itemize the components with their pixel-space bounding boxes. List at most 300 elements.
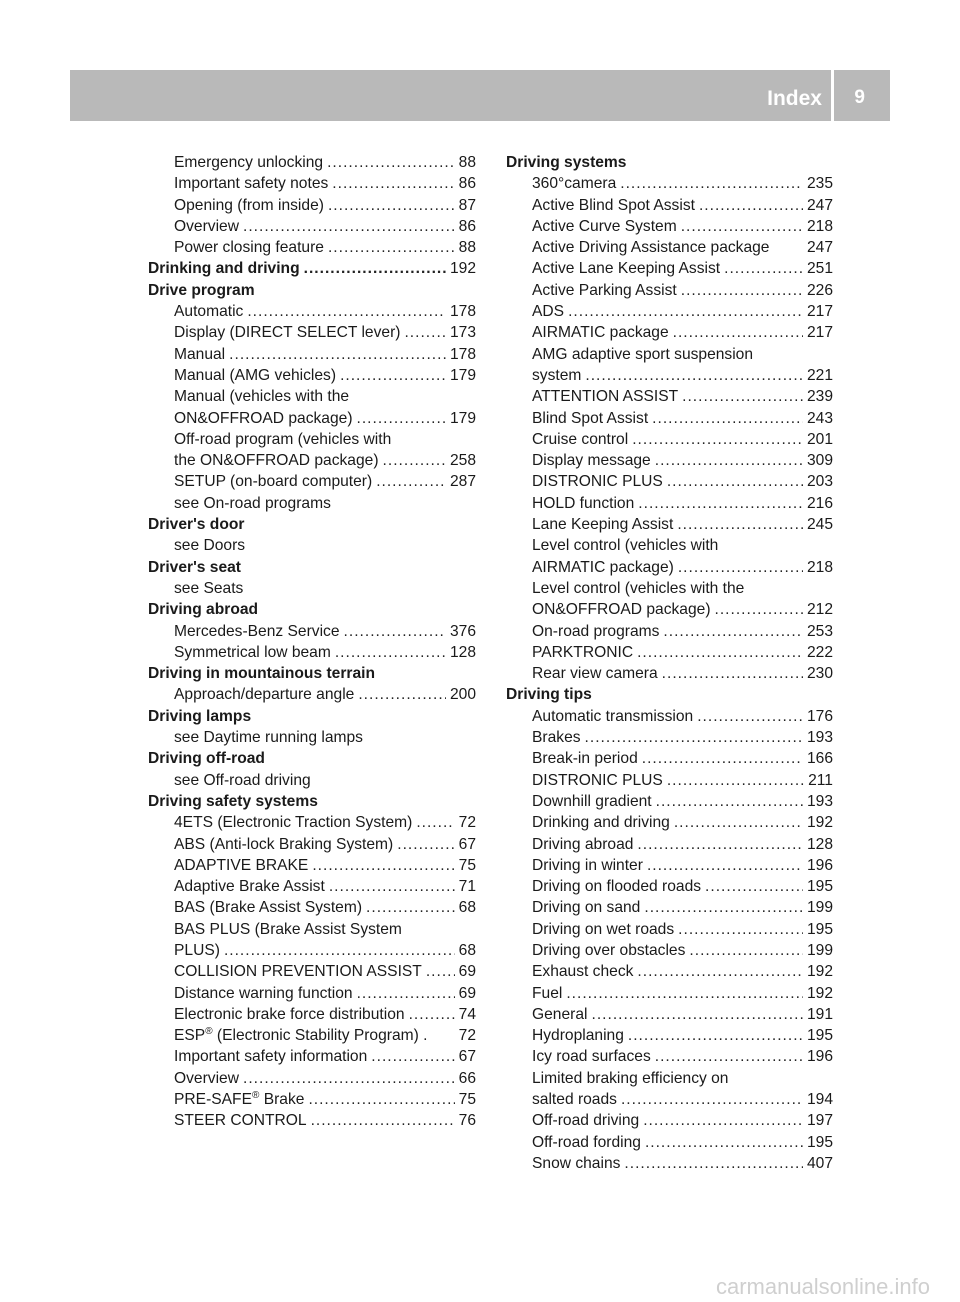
leader-dots [376,471,446,492]
leader-dots [224,940,455,961]
entry-text: Exhaust check [532,963,634,981]
leader-dots [404,322,446,343]
page-ref: 226 [806,281,833,299]
index-entry [148,408,476,429]
entry-text: Limited braking efficiency on [532,1069,729,1087]
entry-text: Driving over obstacles [532,941,686,959]
page-ref: 201 [806,430,833,448]
page-ref: 195 [806,1027,833,1045]
entry-text: Driving on sand [532,899,641,917]
index-entry [148,855,476,876]
index-entry [506,344,833,365]
page-ref: 76 [458,1112,476,1130]
page-ref: 251 [806,260,833,278]
entry-text: see On-road programs [174,494,331,512]
index-entry [148,621,476,642]
entry-text: Display (DIRECT SELECT lever) [174,324,401,342]
entry-text: Driving on wet roads [532,920,675,938]
index-entry [506,493,833,514]
leader-dots [637,642,803,663]
leader-dots [243,216,455,237]
page-ref: 74 [458,1005,476,1023]
entry-text: Cruise control [532,430,629,448]
page-ref: 86 [458,175,476,193]
entry-text: Downhill gradient [532,792,652,810]
page-ref: 195 [806,878,833,896]
index-entry [506,791,833,812]
leader-dots [678,919,803,940]
page-ref: 88 [458,239,476,257]
page-ref: 75 [458,1091,476,1109]
index-heading [148,514,476,535]
index-entry [148,876,476,897]
page-ref: 245 [806,516,833,534]
leader-dots [638,493,803,514]
entry-text: see Daytime running lamps [174,729,363,747]
index-heading [506,152,833,173]
index-entry [506,535,833,556]
page-ref: 179 [449,409,476,427]
page-ref: 211 [808,771,833,789]
index-entry [506,514,833,535]
index-entry [506,258,833,279]
page-ref: 196 [806,1048,833,1066]
leader-dots [621,1089,803,1110]
entry-text: PRE-SAFE® Brake [174,1089,305,1109]
page-ref: 203 [806,473,833,491]
section-title: Index [767,87,822,110]
entry-text: Manual [174,345,226,363]
entry-text: Automatic [174,303,244,321]
entry-text: Level control (vehicles with [532,537,719,555]
page-ref: 178 [449,303,476,321]
leader-dots [229,344,446,365]
entry-text: SETUP (on-board computer) [174,473,373,491]
leader-dots [682,386,803,407]
leader-dots [327,152,455,173]
leader-dots [674,812,803,833]
page-ref: 199 [806,941,833,959]
page-ref: 128 [449,643,476,661]
index-entry [506,727,833,748]
page-ref: 86 [458,217,476,235]
index-entry [148,493,476,514]
leader-dots [397,834,454,855]
entry-text: Hydroplaning [532,1027,624,1045]
page-ref: 179 [449,366,476,384]
index-entry [148,578,476,599]
index-entry [148,237,476,258]
index-entry [506,1068,833,1089]
leader-dots [335,642,446,663]
leader-dots [628,1025,803,1046]
entry-text: Driver's seat [148,558,241,576]
page-ref: 217 [806,324,833,342]
entry-text: Driving lamps [148,707,252,725]
leader-dots [645,1132,803,1153]
entry-text: Driving in winter [532,856,643,874]
page-ref: 67 [458,835,476,853]
page-ref: 218 [806,558,833,576]
index-entry [148,1046,476,1067]
index-entry [506,748,833,769]
entry-text: ATTENTION ASSIST [532,388,679,406]
entry-text: the ON&OFFROAD package) [174,452,379,470]
header-divider [831,70,834,121]
entry-text: Active Parking Assist [532,281,677,299]
leader-dots [655,450,803,471]
page-ref: 197 [806,1112,833,1130]
entry-text: General [532,1005,588,1023]
index-entry [506,834,833,855]
index-entry [148,897,476,918]
entry-text: Driver's door [148,516,245,534]
entry-text: Off-road driving [532,1112,640,1130]
entry-text: ON&OFFROAD package) [174,409,353,427]
index-entry [506,557,833,578]
leader-dots [426,961,455,982]
leader-dots [591,1004,802,1025]
index-entry [148,940,476,961]
page-ref: 71 [458,878,476,896]
entry-text: AIRMATIC package) [532,558,674,576]
index-entry [148,173,476,194]
leader-dots [681,216,803,237]
index-heading [148,258,476,279]
leader-dots [699,195,803,216]
page-ref: 75 [458,856,476,874]
entry-text: Active Driving Assistance package [532,239,770,257]
leader-dots [620,173,803,194]
index-entry [506,450,833,471]
entry-text: Automatic transmission [532,707,694,725]
entry-text: Active Blind Spot Assist [532,196,695,214]
index-entry [148,429,476,450]
leader-dots [667,471,803,492]
entry-text: Drive program [148,281,255,299]
leader-dots [624,1153,803,1174]
leader-dots [697,706,803,727]
index-entry [148,450,476,471]
entry-text: Important safety notes [174,175,329,193]
leader-dots [656,791,803,812]
index-entry [506,301,833,322]
page-ref: 216 [806,494,833,512]
entry-text: system [532,366,582,384]
entry-text: Break-in period [532,750,638,768]
index-entry [148,216,476,237]
leader-dots [357,983,455,1004]
index-heading [148,599,476,620]
leader-dots [678,557,803,578]
entry-text: ADS [532,303,565,321]
leader-dots [328,237,455,258]
index-entry [506,599,833,620]
index-entry [506,1110,833,1131]
index-entry [148,322,476,343]
leader-dots [681,280,803,301]
page-ref: 192 [806,814,833,832]
entry-text: Driving off-road [148,750,265,768]
index-entry [506,280,833,301]
index-entry [148,983,476,1004]
page-ref: 247 [806,239,833,257]
entry-text: BAS PLUS (Brake Assist System [174,920,402,938]
entry-text: Drinking and driving [532,814,670,832]
entry-text: Manual (AMG vehicles) [174,366,337,384]
index-heading [148,748,476,769]
index-entry [506,642,833,663]
page-ref: 230 [806,665,833,683]
index-entry [506,471,833,492]
index-entry [506,1132,833,1153]
entry-text: Blind Spot Assist [532,409,649,427]
index-entry [506,408,833,429]
entry-text: Level control (vehicles with the [532,579,745,597]
index-heading [506,684,833,705]
page-ref: 195 [806,1133,833,1151]
entry-text: Snow chains [532,1154,621,1172]
index-entry [506,386,833,407]
entry-text: Drinking and driving [148,260,300,278]
index-entry [506,897,833,918]
index-entry [148,1068,476,1089]
index-entry [148,1004,476,1025]
index-entry [148,770,476,791]
page-ref: 239 [806,388,833,406]
page-ref: 192 [806,984,833,1002]
entry-text: Active Curve System [532,217,677,235]
index-entry [148,727,476,748]
index-entry [506,961,833,982]
leader-dots [673,322,803,343]
leader-dots [663,621,803,642]
page-ref: 194 [806,1091,833,1109]
entry-text: AMG adaptive sport suspension [532,345,754,363]
index-entry [148,195,476,216]
index-entry [148,1025,476,1046]
page-ref: 69 [458,984,476,1002]
page-ref: 376 [449,622,476,640]
index-entry [148,1089,476,1110]
entry-text: see Doors [174,537,246,555]
leader-dots [667,770,804,791]
index-entry [148,642,476,663]
index-column-right [506,152,833,1174]
index-entry [506,919,833,940]
index-entry [148,344,476,365]
entry-text: STEER CONTROL [174,1112,307,1130]
page-ref: 195 [806,920,833,938]
page-ref: 88 [458,154,476,171]
leader-dots [332,173,454,194]
entry-text: see Off-road driving [174,771,311,789]
index-entry [506,770,833,791]
index-entry [506,1089,833,1110]
index-entry [148,919,476,940]
leader-dots [328,195,455,216]
page-ref: 199 [806,899,833,917]
entry-text: HOLD function [532,494,635,512]
leader-dots [383,450,446,471]
leader-dots [243,1068,455,1089]
leader-dots [357,408,446,429]
entry-text: Lane Keeping Assist [532,516,674,534]
entry-text: Power closing feature [174,239,324,257]
page-ref: 173 [449,324,476,342]
page-ref: 68 [458,899,476,917]
entry-text: Driving safety systems [148,792,318,810]
page-ref: 128 [806,835,833,853]
leader-dots [643,1110,803,1131]
index-entry [148,684,476,705]
page-ref: 69 [458,963,476,981]
leader-dots [344,621,446,642]
entry-text: AIRMATIC package [532,324,669,342]
entry-text: Driving on flooded roads [532,878,702,896]
entry-text: BAS (Brake Assist System) [174,899,363,917]
index-entry [506,195,833,216]
page-ref: 253 [806,622,833,640]
leader-dots [652,408,803,429]
leader-dots [632,429,803,450]
index-entry [506,1046,833,1067]
entry-text: ADAPTIVE BRAKE [174,856,309,874]
entry-text: Overview [174,1069,239,1087]
entry-text: Electronic brake force distribution [174,1005,405,1023]
entry-text: Fuel [532,984,563,1002]
index-heading [148,706,476,727]
leader-dots [644,897,803,918]
entry-text: ESP® (Electronic Stability Program) . [174,1025,428,1045]
entry-text: On-road programs [532,622,660,640]
index-entry [148,812,476,833]
page-ref: 166 [806,750,833,768]
index-entry [506,578,833,599]
index-entry [506,237,833,258]
page-ref: 222 [806,643,833,661]
entry-text: Driving in mountainous terrain [148,665,375,683]
leader-dots [705,876,803,897]
leader-dots [340,365,446,386]
leader-dots [358,684,446,705]
index-entry [506,940,833,961]
index-entry [148,1110,476,1131]
index-entry [148,365,476,386]
entry-text: Brakes [532,729,581,747]
leader-dots [566,983,803,1004]
index-entry [506,1153,833,1174]
index-entry [506,706,833,727]
entry-text: salted roads [532,1091,617,1109]
index-entry [506,983,833,1004]
page-ref: 196 [806,856,833,874]
index-column-left [148,152,476,1132]
page-ref: 72 [458,1027,476,1045]
page-ref: 68 [458,941,476,959]
entry-text: Icy road surfaces [532,1048,651,1066]
index-entry [148,961,476,982]
page-ref: 221 [806,366,833,384]
entry-text: DISTRONIC PLUS [532,771,663,789]
entry-text: Off-road program (vehicles with [174,430,392,448]
entry-text: ON&OFFROAD package) [532,601,711,619]
leader-dots [724,258,803,279]
entry-text: Driving systems [506,154,627,171]
entry-text: Important safety information [174,1048,368,1066]
entry-text: Active Lane Keeping Assist [532,260,721,278]
leader-dots [642,748,803,769]
leader-dots [637,961,803,982]
index-entry [506,855,833,876]
page-number: 9 [854,87,865,108]
page-ref: 212 [806,601,833,619]
entry-text: Approach/departure angle [174,686,355,704]
index-heading [148,280,476,301]
page-ref: 192 [806,963,833,981]
index-entry [148,834,476,855]
index-entry [148,535,476,556]
page-ref: 247 [806,196,833,214]
entry-text: Emergency unlocking [174,154,324,171]
index-heading [148,663,476,684]
entry-text: COLLISION PREVENTION ASSIST [174,963,422,981]
index-entry [148,152,476,173]
leader-dots [647,855,803,876]
leader-dots [585,365,803,386]
leader-dots [715,599,803,620]
page-ref: 66 [458,1069,476,1087]
page-ref: 309 [806,452,833,470]
page-ref: 192 [449,260,476,278]
index-entry [506,1025,833,1046]
entry-text: Driving abroad [148,601,259,619]
entry-text: 4ETS (Electronic Traction System) [174,814,413,832]
entry-text: Symmetrical low beam [174,643,331,661]
page-ref: 200 [449,686,476,704]
page-ref: 258 [449,452,476,470]
index-entry [148,471,476,492]
index-entry [506,1004,833,1025]
index-entry [506,216,833,237]
index-entry [506,322,833,343]
entry-text: Mercedes-Benz Service [174,622,340,640]
page-ref: 235 [806,175,833,193]
index-entry [148,301,476,322]
page-ref: 407 [806,1154,833,1172]
leader-dots [637,834,803,855]
index-entry [506,663,833,684]
page-ref: 67 [458,1048,476,1066]
leader-dots [655,1046,803,1067]
entry-text: Distance warning function [174,984,353,1002]
page-ref: 287 [449,473,476,491]
leader-dots [677,514,803,535]
entry-text: Opening (from inside) [174,196,324,214]
page-ref: 178 [449,345,476,363]
index-entry [506,621,833,642]
page-ref: 191 [806,1005,833,1023]
leader-dots [371,1046,454,1067]
entry-text: Driving abroad [532,835,634,853]
leader-dots [311,1110,455,1131]
watermark: carmanualsonline.info [715,1274,930,1299]
index-entry [506,429,833,450]
entry-text: 360°camera [532,175,617,193]
index-entry [506,365,833,386]
leader-dots [329,876,455,897]
page-ref: 176 [806,707,833,725]
